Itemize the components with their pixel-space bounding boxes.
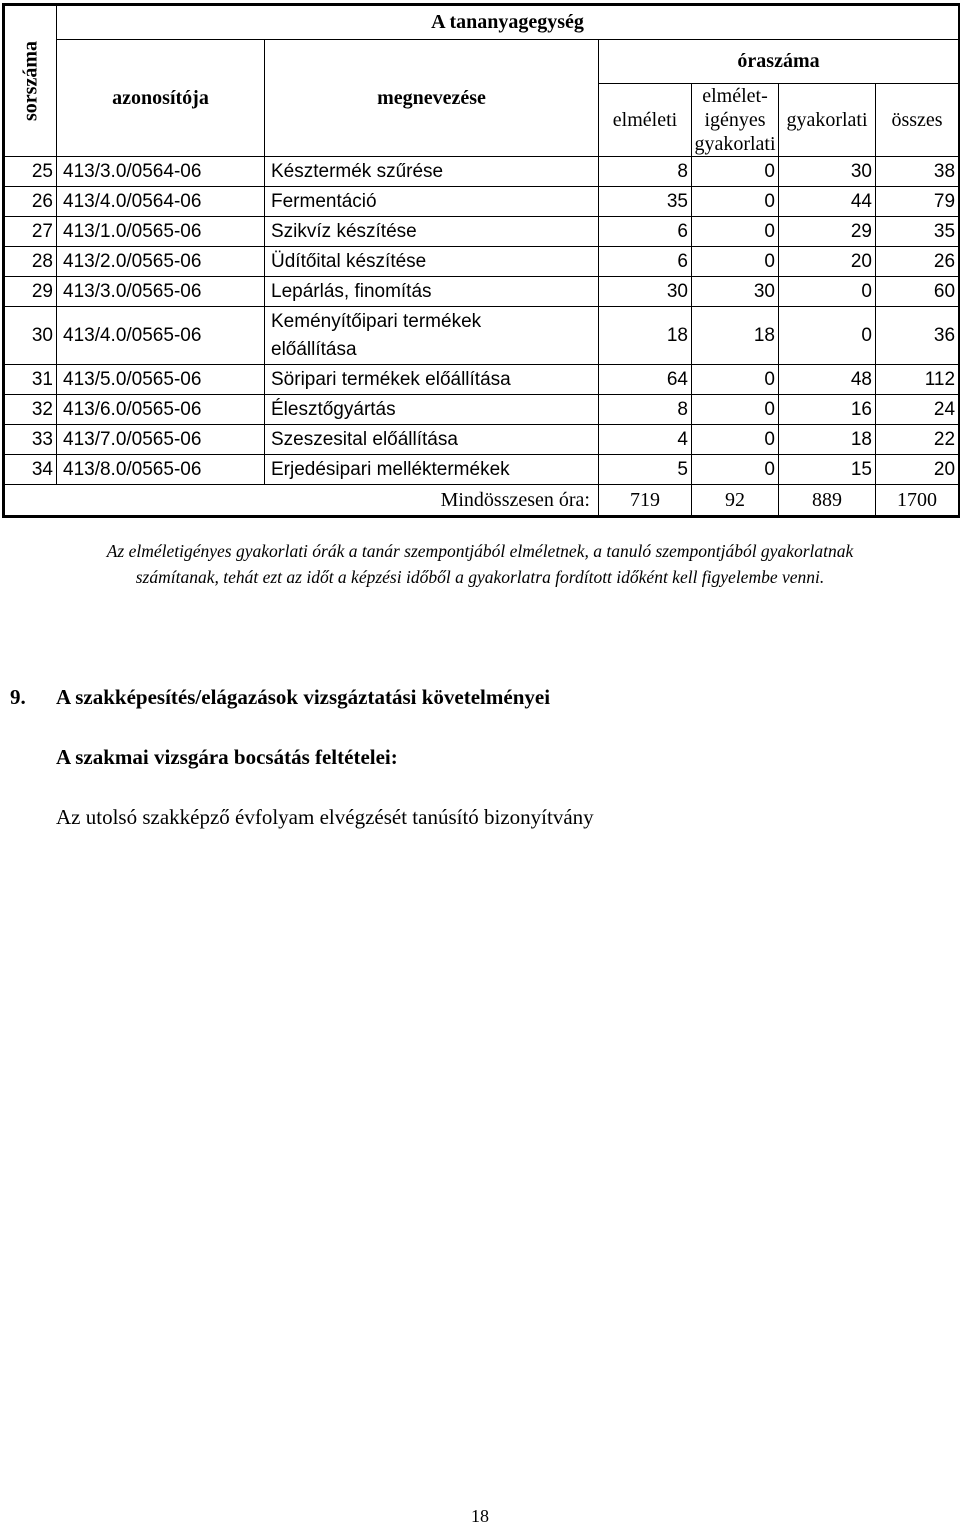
row-osszes: 26 — [876, 247, 960, 277]
row-code: 413/4.0/0564-06 — [57, 187, 265, 217]
total-osszes: 1700 — [876, 485, 960, 517]
row-elmeleti: 8 — [599, 395, 692, 425]
row-elmeletigenyes: 0 — [692, 157, 779, 187]
row-elmeletigenyes: 30 — [692, 277, 779, 307]
row-elmeletigenyes: 0 — [692, 247, 779, 277]
header-gyakorlati: gyakorlati — [779, 84, 876, 157]
row-gyakorlati: 29 — [779, 217, 876, 247]
row-code: 413/3.0/0565-06 — [57, 277, 265, 307]
row-osszes: 38 — [876, 157, 960, 187]
row-name: Szikvíz készítése — [265, 217, 599, 247]
row-elmeleti: 6 — [599, 217, 692, 247]
header-elmeletigenyes-line: igényes — [704, 109, 766, 131]
row-gyakorlati: 18 — [779, 425, 876, 455]
row-code: 413/2.0/0565-06 — [57, 247, 265, 277]
table-row — [4, 277, 960, 307]
row-elmeletigenyes: 0 — [692, 365, 779, 395]
row-number: 33 — [4, 425, 57, 455]
row-name: Késztermék szűrése — [265, 157, 599, 187]
header-elmeletigenyes-line: elmélet- — [702, 85, 768, 107]
row-osszes: 79 — [876, 187, 960, 217]
table-row — [4, 187, 960, 217]
table-row — [4, 307, 960, 365]
row-elmeletigenyes: 0 — [692, 395, 779, 425]
table-row — [4, 217, 960, 247]
total-label: Mindösszesen óra: — [4, 485, 599, 517]
table-row — [4, 157, 960, 187]
row-elmeleti: 8 — [599, 157, 692, 187]
row-code: 413/4.0/0565-06 — [57, 307, 265, 365]
row-name: Fermentáció — [265, 187, 599, 217]
row-gyakorlati: 48 — [779, 365, 876, 395]
row-name: Lepárlás, finomítás — [265, 277, 599, 307]
row-gyakorlati: 0 — [779, 277, 876, 307]
curriculum-table — [2, 3, 960, 518]
total-elmeleti: 719 — [599, 485, 692, 517]
row-code: 413/6.0/0565-06 — [57, 395, 265, 425]
header-sorszama-label: sorszáma — [19, 41, 41, 121]
row-osszes: 36 — [876, 307, 960, 365]
total-gyakorlati: 889 — [779, 485, 876, 517]
row-code: 413/7.0/0565-06 — [57, 425, 265, 455]
header-oraszama: óraszáma — [599, 40, 960, 84]
footnote-line: számítanak, tehát ezt az időt a képzési időből a gyakorlatra fordított időként kell figyelembe venni. — [135, 567, 825, 587]
row-elmeletigenyes: 0 — [692, 425, 779, 455]
row-elmeleti: 35 — [599, 187, 692, 217]
row-number: 34 — [4, 455, 57, 485]
row-code: 413/5.0/0565-06 — [57, 365, 265, 395]
section-title: A szakképesítés/elágazások vizsgáztatási követelményei — [56, 685, 551, 709]
row-number: 26 — [4, 187, 57, 217]
row-gyakorlati: 15 — [779, 455, 876, 485]
row-gyakorlati: 0 — [779, 307, 876, 365]
row-gyakorlati: 20 — [779, 247, 876, 277]
row-name: Keményítőipari termékek előállítása — [265, 307, 599, 365]
row-elmeleti: 64 — [599, 365, 692, 395]
table-row — [4, 247, 960, 277]
row-number: 27 — [4, 217, 57, 247]
row-code: 413/3.0/0564-06 — [57, 157, 265, 187]
row-osszes: 22 — [876, 425, 960, 455]
row-number: 32 — [4, 395, 57, 425]
row-name: Üdítőital készítése — [265, 247, 599, 277]
row-elmeleti: 30 — [599, 277, 692, 307]
table-row — [4, 395, 960, 425]
header-elmeleti: elméleti — [599, 84, 692, 157]
header-megnevezese: megnevezése — [265, 40, 599, 157]
row-number: 28 — [4, 247, 57, 277]
row-number: 31 — [4, 365, 57, 395]
table-row — [4, 455, 960, 485]
row-osszes: 60 — [876, 277, 960, 307]
row-gyakorlati: 44 — [779, 187, 876, 217]
row-elmeleti: 18 — [599, 307, 692, 365]
row-elmeletigenyes: 18 — [692, 307, 779, 365]
row-number: 30 — [4, 307, 57, 365]
section-heading — [10, 685, 550, 710]
page-number: 18 — [471, 1506, 489, 1526]
row-name: Élesztőgyártás — [265, 395, 599, 425]
row-elmeletigenyes: 0 — [692, 455, 779, 485]
subsection-title: A szakmai vizsgára bocsátás feltételei: — [56, 745, 398, 769]
header-azonositoja: azonosítója — [57, 40, 265, 157]
row-gyakorlati: 16 — [779, 395, 876, 425]
row-elmeletigenyes: 0 — [692, 187, 779, 217]
row-gyakorlati: 30 — [779, 157, 876, 187]
header-elmeletigenyes — [692, 84, 779, 157]
row-elmeletigenyes: 0 — [692, 217, 779, 247]
total-row — [4, 485, 960, 517]
row-code: 413/8.0/0565-06 — [57, 455, 265, 485]
requirement-text: Az utolsó szakképző évfolyam elvégzését tanúsító bizonyítvány — [56, 805, 594, 829]
row-osszes: 20 — [876, 455, 960, 485]
row-elmeleti: 4 — [599, 425, 692, 455]
header-osszes: összes — [876, 84, 960, 157]
row-osszes: 24 — [876, 395, 960, 425]
table-row — [4, 365, 960, 395]
row-number: 25 — [4, 157, 57, 187]
row-name: Erjedésipari melléktermékek — [265, 455, 599, 485]
row-elmeleti: 6 — [599, 247, 692, 277]
header-elmeletigenyes-line: gyakorlati — [694, 133, 776, 155]
row-number: 29 — [4, 277, 57, 307]
footnote-line: Az elméletigényes gyakorlati órák a tanár szempontjából elméletnek, a tanuló szempontjából gyakorlatnak — [106, 541, 854, 561]
row-name: Söripari termékek előállítása — [265, 365, 599, 395]
footnote — [0, 538, 960, 590]
table-row — [4, 425, 960, 455]
row-code: 413/1.0/0565-06 — [57, 217, 265, 247]
row-elmeleti: 5 — [599, 455, 692, 485]
header-unit-group: A tananyagegység — [57, 5, 960, 40]
row-name: Szeszesital előállítása — [265, 425, 599, 455]
total-elmeletigenyes: 92 — [692, 485, 779, 517]
section-number: 9. — [10, 685, 26, 709]
row-osszes: 35 — [876, 217, 960, 247]
header-sorszama — [4, 5, 57, 157]
row-osszes: 112 — [876, 365, 960, 395]
